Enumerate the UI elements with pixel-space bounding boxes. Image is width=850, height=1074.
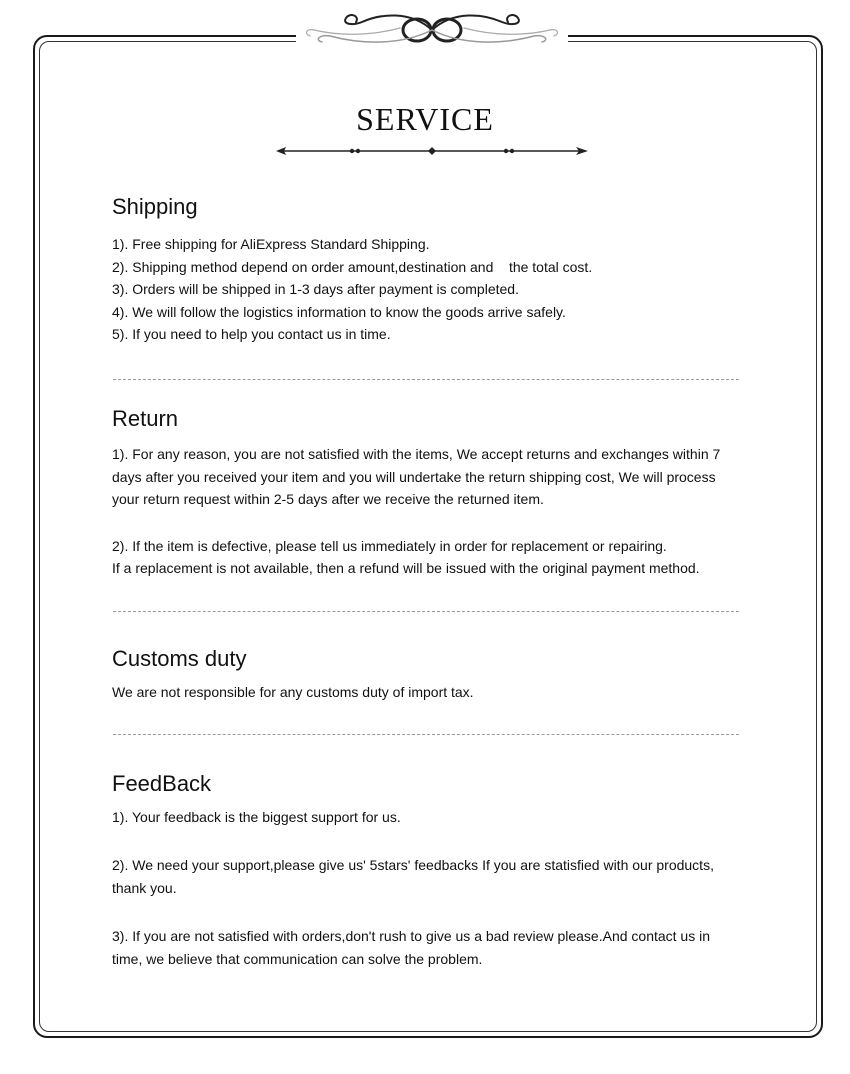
return-line: 1). For any reason, you are not satisfied with the items, We accept returns and exchanges within 7 (112, 446, 721, 462)
shipping-line: 3). Orders will be shipped in 1-3 days after payment is completed. (112, 281, 519, 297)
section-divider (113, 734, 739, 735)
return-line: your return request within 2-5 days after we receive the returned item. (112, 491, 544, 507)
feedback-line: thank you. (112, 880, 177, 896)
shipping-line: 5). If you need to help you contact us in time. (112, 326, 391, 342)
return-text (112, 443, 762, 580)
customs-text (112, 681, 762, 704)
section-divider (113, 611, 739, 612)
shipping-line: 4). We will follow the logistics information to know the goods arrive safely. (112, 303, 566, 320)
return-line: 2). If the item is defective, please tell us immediately in order for replacement or repairing. (112, 537, 667, 554)
feedback-line: 2). We need your support,please give us' 5stars' feedbacks If you are statisfied with our products, (112, 856, 714, 873)
flourish-ornament-icon (300, 6, 564, 52)
return-heading: Return (112, 406, 179, 431)
arrow-rule-icon (274, 142, 590, 160)
customs-heading: Customs duty (112, 646, 247, 671)
page-title: SERVICE (356, 101, 494, 137)
shipping-heading: Shipping (112, 194, 198, 219)
feedback-line: 3). If you are not satisfied with orders,don't rush to give us a bad review please.And contact us in (112, 927, 711, 944)
customs-line: We are not responsible for any customs duty of import tax. (112, 684, 474, 700)
feedback-heading: FeedBack (112, 771, 212, 796)
return-line: days after you received your item and you will undertake the return shipping cost, We will process (112, 468, 716, 485)
shipping-line: 2). Shipping method depend on order amount,destination and the total cost. (112, 258, 593, 275)
shipping-text (112, 233, 762, 346)
return-line: If a replacement is not available, then a refund will be issued with the original payment method. (112, 560, 700, 576)
feedback-line: 1). Your feedback is the biggest support for us. (112, 809, 401, 825)
feedback-text (112, 806, 762, 972)
feedback-line: time, we believe that communication can solve the problem. (112, 951, 483, 967)
shipping-line: 1). Free shipping for AliExpress Standard Shipping. (112, 236, 430, 252)
section-divider (113, 379, 739, 380)
